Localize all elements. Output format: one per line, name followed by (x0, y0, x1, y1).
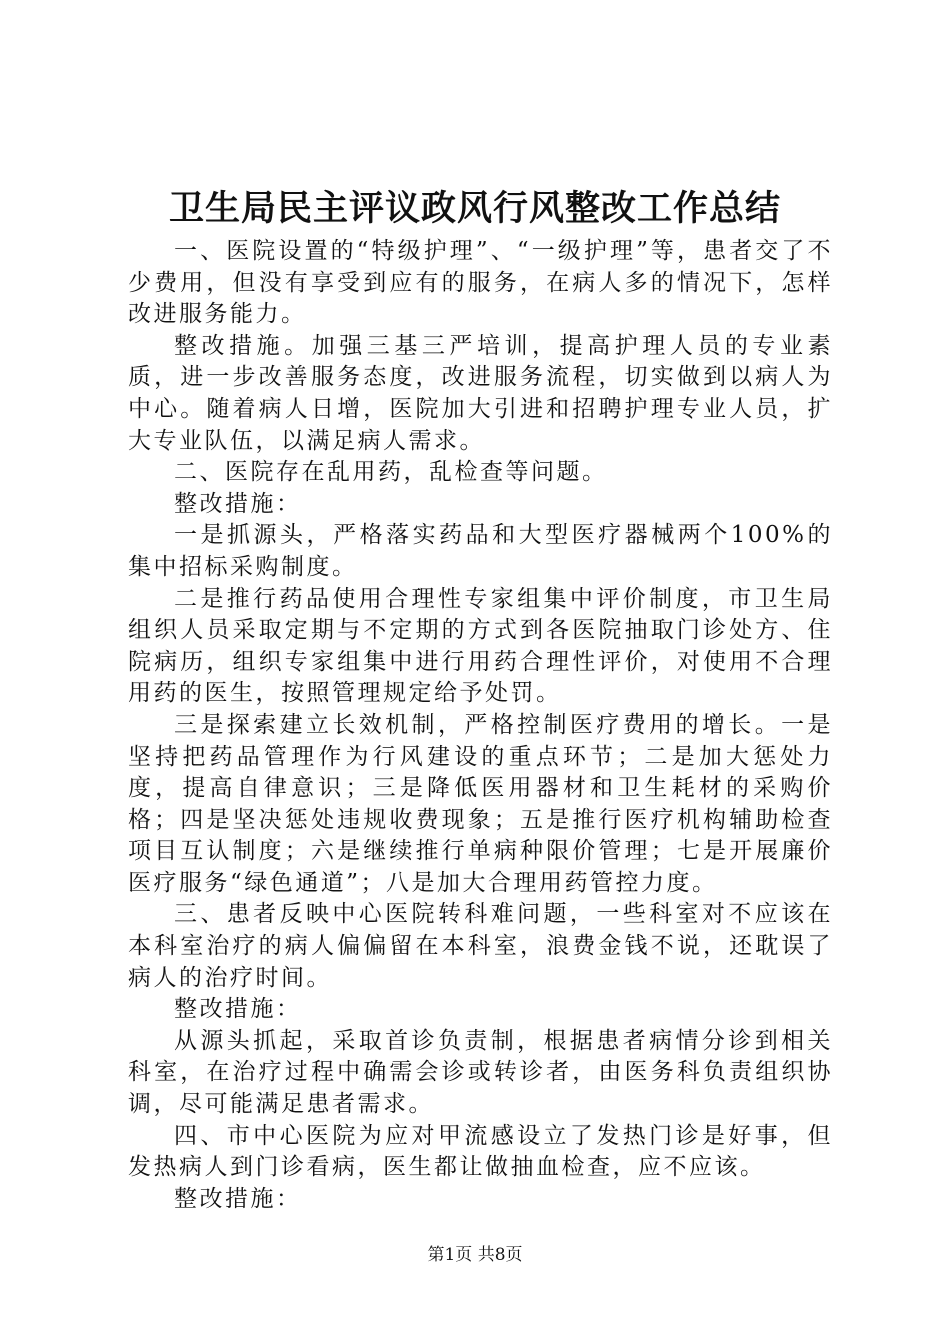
document-body (128, 236, 833, 1215)
paragraph: 三是探索建立长效机制，严格控制医疗费用的增长。一是坚持把药品管理作为行风建设的重点环节；二是加大惩处力度，提高自律意识；三是降低医用器材和卫生耗材的采购价格；四是坚决惩处违规收费现象；五是推行医疗机构辅助检查项目互认制度；六是继续推行单病种限价管理；七是开展廉价医疗服务“绿色通道”；八是加大合理用药管控力度。 (128, 711, 833, 896)
paragraph: 二、医院存在乱用药，乱检查等问题。 (174, 459, 608, 486)
paragraph: 二是推行药品使用合理性专家组集中评价制度，市卫生局组织人员采取定期与不定期的方式到各医院抽取门诊处方、住院病历，组织专家组集中进行用药合理性评价，对使用不合理用药的医生，按照管理规定给予处罚。 (128, 585, 833, 707)
paragraph: 一、医院设置的“特级护理”、“一级护理”等，患者交了不少费用，但没有享受到应有的服务，在病人多的情况下，怎样改进服务能力。 (128, 238, 833, 328)
document-title: 卫生局民主评议政风行风整改工作总结 (168, 188, 781, 229)
paragraph: 三、患者反映中心医院转科难问题，一些科室对不应该在本科室治疗的病人偏偏留在本科室，浪费金钱不说，还耽误了病人的治疗时间。 (128, 901, 833, 991)
paragraph: 一是抓源头，严格落实药品和大型医疗器械两个100%的集中招标采购制度。 (128, 522, 833, 580)
paragraph: 整改措施。加强三基三严培训，提高护理人员的专业素质，进一步改善服务态度，改进服务流程，切实做到以病人为中心。随着病人日增，医院加大引进和招聘护理专业人员，扩大专业队伍，以满足病人需求。 (128, 332, 833, 454)
paragraph: 整改措施： (174, 490, 302, 517)
paragraph: 整改措施： (174, 996, 302, 1023)
paragraph: 整改措施： (174, 1185, 302, 1212)
paragraph: 从源头抓起，采取首诊负责制，根据患者病情分诊到相关科室，在治疗过程中确需会诊或转诊者，由医务科负责组织协调，尽可能满足患者需求。 (128, 1027, 833, 1118)
page-footer: 第1页 共8页 (427, 1245, 523, 1265)
paragraph: 四、市中心医院为应对甲流感设立了发热门诊是好事，但发热病人到门诊看病，医生都让做抽血检查，应不应该。 (128, 1122, 833, 1181)
